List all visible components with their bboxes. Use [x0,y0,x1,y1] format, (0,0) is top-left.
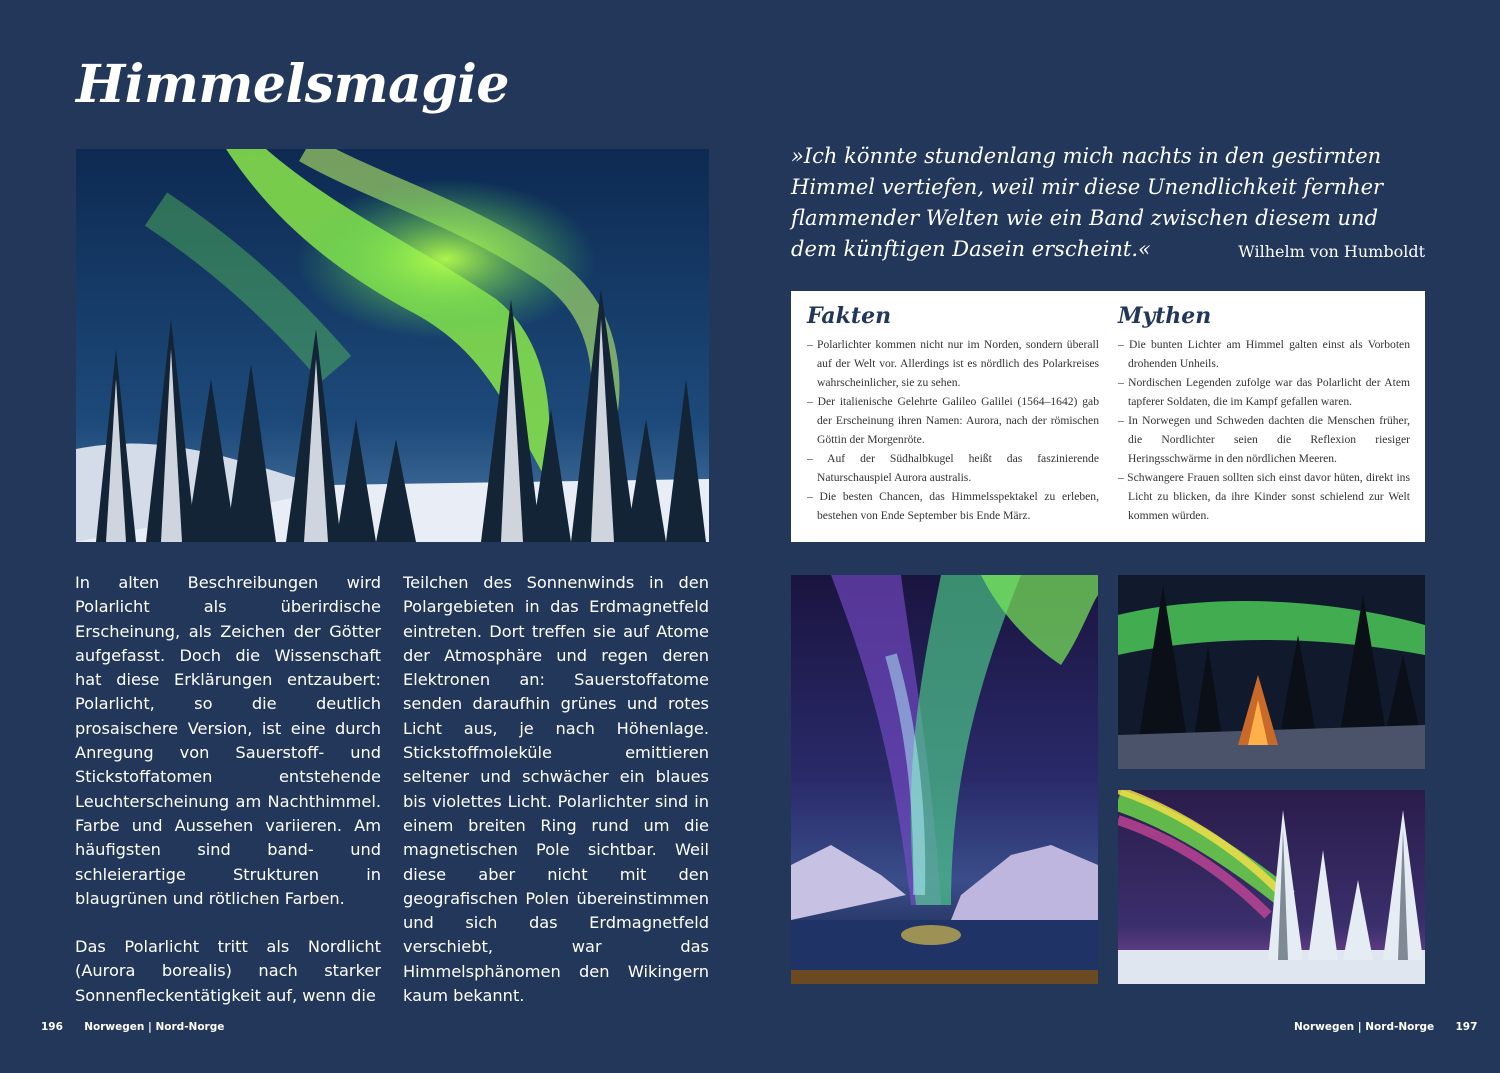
page-title: Himmelsmagie [76,54,509,115]
body-paragraph: Das Polarlicht tritt als Nordlicht (Aurora borealis) nach starker Sonnenfleckentätigkeit auf, wenn die [75,937,381,1005]
body-paragraph: In alten Beschreibungen wird Polarlicht als überirdische Erscheinung, als Zeichen der Götter aufgefasst. Doch die Wissenschaft hat diese Erklärungen entzaubert: Polarlicht, so die deutlich prosaischere Version, ist eine durch Anregung von Sauerstoff- und Stickstoffatomen entstehende Leuchterscheinung am Nachthimmel. Farbe und Aussehen variieren. Am häufigsten sind band- und schleierartige Strukturen in blaugrünen und rötlichen Farben. [75,573,381,908]
quote-author: Wilhelm von Humboldt [1238,242,1425,261]
list-item: – Polarlichter kommen nicht nur im Norden, sondern überall auf der Welt vor. Allerdings ist es nördlich des Polarkreises wahrscheinlicher, sie zu sehen. [807,338,1099,389]
body-text-column-2 [403,571,709,1032]
folio-left [41,1021,224,1033]
list-item: – Auf der Südhalbkugel heißt das faszinierende Naturschauspiel Aurora australis. [807,452,1099,484]
aurora-tipi-photo [1118,575,1425,769]
aurora-snowy-trees-photo [1118,790,1425,984]
list-item: – Schwangere Frauen sollten sich einst davor hüten, direkt ins Licht zu blicken, da ihre Kinder sonst schielend zur Welt kommen würden. [1118,471,1410,522]
running-footer: Norwegen | Nord-Norge [84,1021,225,1033]
myths-column [1118,301,1410,525]
myths-heading: Mythen [1118,303,1212,329]
myths-list [1118,335,1410,525]
facts-heading: Fakten [807,303,892,329]
page-number: 197 [1455,1021,1478,1033]
pull-quote [791,141,1425,267]
facts-myths-box [791,291,1425,542]
body-paragraph: Teilchen des Sonnenwinds in den Polargebieten in das Erdmagnetfeld eintreten. Dort treffen sie auf Atome der Atmosphäre und regen deren Elektronen an: Sauerstoffatome senden daraufhin grünes und rotes Licht aus, je nach Höhenlage. Stickstoffmoleküle emittieren seltener und schwächer ein blaues bis violettes Licht. Polarlichter sind in einem breiten Ring rund um die magnetischen Pole sichtbar. Weil diese aber nicht mit den geografischen Polen übereinstimmen und sich das Erdmagnetfeld verschiebt, war das Himmelsphänomen den Wikingern kaum bekannt. [403,573,709,1006]
body-text-column-1 [75,571,381,1032]
list-item: – Die besten Chancen, das Himmelsspektakel zu erleben, bestehen von Ende September bis Ende März. [807,490,1099,522]
quote-text: »Ich könnte stundenlang mich nachts in den gestirnten Himmel vertiefen, weil mir diese Unendlichkeit fernher flammender Welten wie ein Band zwischen diesem und dem künftigen Dasein erscheint.« [791,144,1384,261]
list-item: – Nordischen Legenden zufolge war das Polarlicht der Atem tapferer Soldaten, die im Kampf gefallen waren. [1118,376,1410,408]
list-item: – Die bunten Lichter am Himmel galten einst als Vorboten drohenden Unheils. [1118,338,1410,370]
page-number: 196 [41,1021,63,1033]
aurora-forest-photo [76,149,709,542]
facts-list [807,335,1099,525]
aurora-fjord-photo [791,575,1098,984]
list-item: – In Norwegen und Schweden dachten die Menschen früher, die Nordlichter seien die Reflexion riesiger Heringsschwärme in den nördlichen Meeren. [1118,414,1410,465]
facts-column [807,301,1099,525]
list-item: – Der italienische Gelehrte Galileo Galilei (1564–1642) gab der Erscheinung ihren Namen: Aurora, nach der römischen Göttin der Morgenröte. [807,395,1099,446]
book-gutter [749,0,751,1073]
running-footer: Norwegen | Nord-Norge [1294,1021,1435,1033]
folio-right [1294,1021,1477,1033]
